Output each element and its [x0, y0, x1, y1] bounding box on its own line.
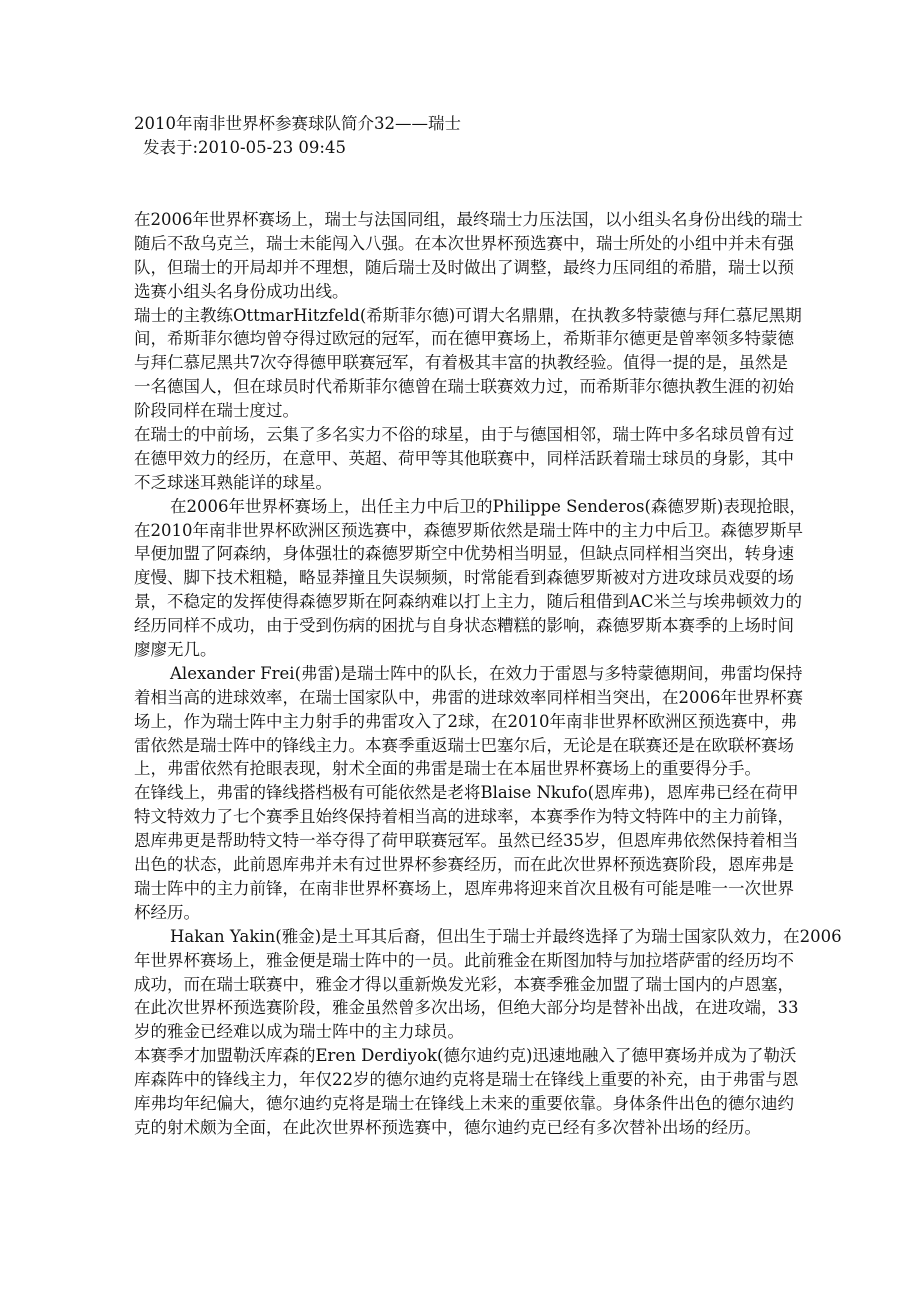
- article-title: 2010年南非世界杯参赛球队简介32——瑞士: [134, 114, 461, 133]
- paragraph-line: 一名德国人，但在球员时代希斯菲尔德曾在瑞士联赛效力过，而希斯菲尔德执教生涯的初始: [134, 377, 794, 397]
- paragraph: [134, 781, 804, 924]
- paragraph: [134, 662, 804, 781]
- paragraph-line: 不乏球迷耳熟能详的球星。: [134, 472, 332, 492]
- paragraph-line: 场上，作为瑞士阵中主力射手的弗雷攻入了2球，在2010年南非世界杯欧洲区预选赛中，弗: [134, 711, 797, 731]
- paragraph: [134, 925, 842, 1044]
- paragraph-line: 在锋线上，弗雷的锋线搭档极有可能依然是老将Blaise Nkufo(恩库弗)，恩库弗已经在荷甲: [134, 783, 799, 803]
- paragraph-line: 在2006年世界杯赛场上，瑞士与法国同组，最终瑞士力压法国，以小组头名身份出线的瑞士: [134, 210, 803, 229]
- paragraph-line: 度慢、脚下技术粗糙，略显莽撞且失误频频，时常能看到森德罗斯被对方进攻球员戏耍的场: [134, 568, 794, 588]
- paragraph-line: 本赛季才加盟勒沃库森的Eren Derdiyok(德尔迪约克)迅速地融入了德甲赛场并成为了勒沃: [134, 1046, 797, 1066]
- paragraph-line: 选赛小组头名身份成功出线。: [134, 281, 349, 301]
- document-body: [134, 112, 842, 1140]
- paragraph-line: 在德甲效力的经历，在意甲、英超、荷甲等其他联赛中，同样活跃着瑞士球员的身影，其中: [134, 448, 794, 468]
- paragraph-line: 廖廖无几。: [134, 640, 217, 660]
- paragraph-line: 克的射术颇为全面，在此次世界杯预选赛中，德尔迪约克已经有多次替补出场的经历。: [134, 1117, 761, 1137]
- paragraph-line: 上，弗雷依然有抢眼表现，射术全面的弗雷是瑞士在本届世界杯赛场上的重要得分手。: [134, 759, 761, 779]
- paragraph-line: 在此次世界杯预选赛阶段，雅金虽然曾多次出场，但绝大部分均是替补出战，在进攻端，33: [134, 998, 799, 1018]
- paragraph-line: 与拜仁慕尼黑共7次夺得德甲联赛冠军，有着极其丰富的执教经验。值得一提的是，虽然是: [134, 353, 788, 373]
- paragraph-line: 岁的雅金已经难以成为瑞士阵中的主力球员。: [134, 1022, 464, 1042]
- spacer: [134, 160, 804, 208]
- publish-date: 发表于:2010-05-23 09:45: [143, 138, 346, 157]
- paragraph-line: 恩库弗更是帮助特文特一举夺得了荷甲联赛冠军。虽然已经35岁，但恩库弗依然保持着相当: [134, 831, 799, 851]
- paragraph-line: 库弗均年纪偏大，德尔迪约克将是瑞士在锋线上未来的重要依靠。身体条件出色的德尔迪约: [134, 1093, 794, 1113]
- paragraph-line: 着相当高的进球效率，在瑞士国家队中，弗雷的进球效率同样相当突出，在2006年世界杯赛: [134, 687, 803, 707]
- paragraph-line: 间，希斯菲尔德均曾夺得过欧冠的冠军，而在德甲赛场上，希斯菲尔德更是曾率领多特蒙德: [134, 329, 794, 349]
- paragraph-line: 瑞士阵中的主力前锋，在南非世界杯赛场上，恩库弗将迎来首次且极有可能是唯一一次世界: [134, 878, 794, 898]
- paragraph: [134, 423, 804, 495]
- paragraph: [134, 495, 804, 662]
- paragraph-line: Hakan Yakin(雅金)是土耳其后裔，但出生于瑞士并最终选择了为瑞士国家队效力，在2006: [170, 926, 842, 946]
- paragraph: [134, 208, 804, 304]
- paragraph-line: Alexander Frei(弗雷)是瑞士阵中的队长，在效力于雷恩与多特蒙德期间，弗雷均保持: [170, 663, 803, 683]
- paragraph-line: 在瑞士的中前场，云集了多名实力不俗的球星，由于与德国相邻，瑞士阵中多名球员曾有过: [134, 425, 794, 445]
- paragraph-line: 经历同样不成功，由于受到伤病的困扰与自身状态糟糕的影响，森德罗斯本赛季的上场时间: [134, 616, 794, 636]
- paragraph-line: 年世界杯赛场上，雅金便是瑞士阵中的一员。此前雅金在斯图加特与加拉塔萨雷的经历均不: [134, 950, 794, 970]
- paragraph-line: 雷依然是瑞士阵中的锋线主力。本赛季重返瑞士巴塞尔后，无论是在联赛还是在欧联杯赛场: [134, 735, 794, 755]
- paragraph-line: 杯经历。: [134, 902, 200, 922]
- paragraph: [134, 304, 804, 423]
- paragraph-line: 瑞士的主教练OttmarHitzfeld(希斯菲尔德)可谓大名鼎鼎，在执教多特蒙德与拜仁慕尼黑期: [134, 305, 802, 325]
- paragraph-line: 阶段同样在瑞士度过。: [134, 401, 299, 421]
- paragraph-line: 随后不敌乌克兰，瑞士未能闯入八强。在本次世界杯预选赛中，瑞士所处的小组中并未有强: [134, 233, 794, 253]
- paragraph-line: 库森阵中的锋线主力，年仅22岁的德尔迪约克将是瑞士在锋线上重要的补充，由于弗雷与恩: [134, 1070, 799, 1090]
- paragraph-line: 队，但瑞士的开局却并不理想，随后瑞士及时做出了调整，最终力压同组的希腊，瑞士以预: [134, 257, 794, 277]
- paragraph-line: 出色的状态，此前恩库弗并未有过世界杯参赛经历，而在此次世界杯预选赛阶段，恩库弗是: [134, 855, 794, 875]
- paragraph-line: 在2010年南非世界杯欧洲区预选赛中，森德罗斯依然是瑞士阵中的主力中后卫。森德罗斯早: [134, 520, 803, 540]
- paragraph-line: 景，不稳定的发挥使得森德罗斯在阿森纳难以打上主力，随后租借到AC米兰与埃弗顿效力的: [134, 592, 803, 612]
- paragraph-line: 在2006年世界杯赛场上，出任主力中后卫的Philippe Senderos(森德罗斯)表现抢眼，: [170, 496, 806, 516]
- paragraph-line: 成功，而在瑞士联赛中，雅金才得以重新焕发光彩，本赛季雅金加盟了瑞士国内的卢恩塞，: [134, 974, 794, 994]
- paragraph-line: 特文特效力了七个赛季且始终保持着相当高的进球率，本赛季作为特文特阵中的主力前锋，: [134, 807, 794, 827]
- paragraph: [134, 1044, 804, 1140]
- paragraph-line: 早便加盟了阿森纳，身体强壮的森德罗斯空中优势相当明显，但缺点同样相当突出，转身速: [134, 544, 794, 564]
- article-content: [134, 208, 842, 1140]
